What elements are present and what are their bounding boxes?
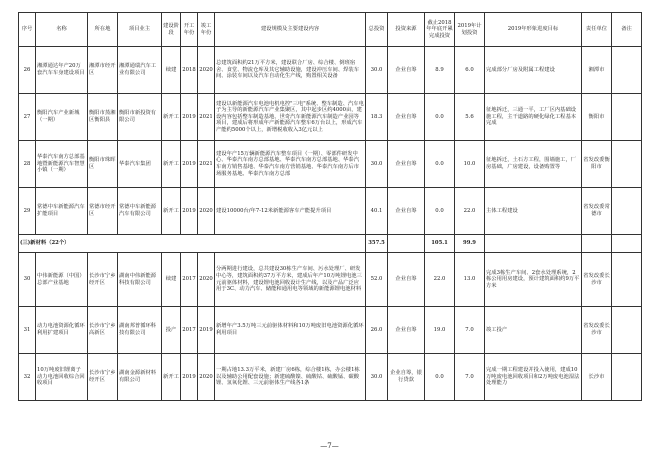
table-row [19,94,642,141]
cell-end: 2020 [198,253,215,307]
cell-start: 2018 [181,47,198,94]
cell-plan2019: 13.0 [455,253,485,307]
cell-total: 18.3 [366,94,388,141]
cell-unit: 省发改委常德市 [582,188,612,235]
cell-start: 2019 [181,354,198,401]
cell-name: 常德中车新能源汽车扩能项目 [36,188,88,235]
header-scope: 建设规模及主要建设内容 [215,13,366,47]
header-end: 竣工年份 [198,13,215,47]
cell-stage: 新开工 [162,141,181,188]
section-source-empty [388,235,425,253]
cell-owner: 常德中车新能源汽车有限公司 [118,188,162,235]
header-start: 开工年份 [181,13,198,47]
cell-name: 湘潭通达年产20万套汽车车身建设项目 [36,47,88,94]
header-total: 总投资 [366,13,388,47]
cell-unit: 湘潭市 [582,47,612,94]
cell-source: 企业自筹 [388,307,425,354]
cell-end: 2019 [198,307,215,354]
section-empty-note [612,235,642,253]
cell-total: 30.0 [366,141,388,188]
cell-no: 28 [19,141,36,188]
cell-name: 衡阳汽车产业新城（一期） [36,94,88,141]
cell-end: 2020 [198,188,215,235]
cell-cum2018: 8.9 [425,47,455,94]
header-note: 备注 [612,13,642,47]
cell-location: 长沙市宁乡经开区 [88,354,118,401]
cell-target2019: 竣工投产 [485,307,582,354]
cell-start: 2017 [181,307,198,354]
cell-target2019: 完成部分厂房及附属工程建设 [485,47,582,94]
header-target2019: 2019年形象进度目标 [485,13,582,47]
cell-cum2018: 22.0 [425,253,455,307]
cell-end: 2020 [198,354,215,401]
section-label: (三)新材料（22个） [19,235,366,253]
header-stage: 建设阶段 [162,13,181,47]
cell-stage: 新开工 [162,354,181,401]
cell-target2019: 完成一期工程建设并投入使用，建成10万吨废电池回收项目和2万吨废电池湿法处理能力 [485,354,582,401]
section-cum2018: 105.1 [425,235,455,253]
cell-plan2019: 7.0 [455,307,485,354]
cell-source: 企业自筹 [388,141,425,188]
cell-scope: 总建筑面积约21万平方米，建设联合厂房、综合楼、倒班宿舍、食堂、物流仓库及其它辅助设施，建设冲压车间、焊装车间、涂装车间以及汽车自动化生产线，购置相关设备 [215,47,366,94]
table-row [19,307,642,354]
header-location: 所在地 [88,13,118,47]
cell-end: 2021 [198,94,215,141]
cell-owner: 湘潭通瑞汽车工业有限公司 [118,47,162,94]
cell-stage: 新开工 [162,188,181,235]
cell-target2019: 征地拆迁，三通一平，工厂区内基础设施工程，主干道路的硬化绿化工程基本完成 [485,94,582,141]
cell-end: 2020 [198,47,215,94]
header-plan2019: 2019年计划投资 [455,13,485,47]
cell-unit: 省发改委长沙市 [582,307,612,354]
cell-plan2019: 5.6 [455,94,485,141]
cell-owner: 湖南金源新材料有限公司 [118,354,162,401]
project-table-sheet [18,12,641,401]
cell-scope: 一期占地13.3万平米，新建厂房6栋，综合楼1栋，办公楼1栋以及辅助公用配套设施；新建硫酸镍、硫酸钴、硫酸锰、碳酸锂、氢氧化锂、三元前驱体生产线各1条 [215,354,366,401]
cell-source: 企业自筹 [388,47,425,94]
cell-location: 衡阳市蒸湘区衡阳县 [88,94,118,141]
cell-scope: 新增年产3.5万吨三元前驱体材料和10万吨废旧电池资源化循环利用项目 [215,307,366,354]
header-name: 名称 [36,13,88,47]
cell-target2019: 征地拆迁，土石方工程，围墙施工，厂房基础，广房建设，设备购置等 [485,141,582,188]
cell-start: 2019 [181,188,198,235]
header-source: 投资来源 [388,13,425,47]
section-empty-target [485,235,582,253]
cell-note [612,141,642,188]
cell-target2019: 主体工程建设 [485,188,582,235]
table-row [19,188,642,235]
cell-note [612,354,642,401]
cell-note [612,94,642,141]
cell-scope: 建设以新能源汽车电池电机电控"三电"系统、整车制造、汽车电子为主导的新能源汽车产业集聚区，其中起步区约4000亩，建设内容包括整车制造基地、世奇汽车新能源汽车制造产业园等项目，建成后将形成年产新能源汽车整车6万台以上，形成汽车产能约5000个以上，新增税收收入3亿元以上 [215,94,366,141]
cell-scope: 建设10000台/年7-12米新能源客车产能提升项目 [215,188,366,235]
header-no: 序号 [19,13,36,47]
cell-location: 常德市经开区 [88,188,118,235]
page-number: —7— [320,442,339,450]
cell-cum2018: 0.0 [425,188,455,235]
cell-note [612,307,642,354]
cell-total: 30.0 [366,354,388,401]
cell-start: 2019 [181,94,198,141]
cell-end: 2021 [198,141,215,188]
cell-plan2019: 7.0 [455,354,485,401]
table-header-row [19,13,642,47]
cell-plan2019: 22.0 [455,188,485,235]
cell-unit: 省发改委衡阳市 [582,141,612,188]
section-total: 357.5 [366,235,388,253]
section-empty-unit [582,235,612,253]
table-row [19,141,642,188]
cell-note [612,47,642,94]
project-table [18,12,642,401]
cell-location: 湘潭市经开区 [88,47,118,94]
cell-cum2018: 0.0 [425,94,455,141]
cell-source: 企业自筹 [388,253,425,307]
cell-owner: 湖南邦普循环科技有限公司 [118,307,162,354]
cell-plan2019: 10.0 [455,141,485,188]
cell-no: 27 [19,94,36,141]
table-row [19,354,642,401]
cell-location: 长沙市宁乡高新区 [88,307,118,354]
cell-no: 31 [19,307,36,354]
cell-source: 企业自筹 [388,94,425,141]
cell-unit: 衡阳市 [582,94,612,141]
cell-plan2019: 6.0 [455,47,485,94]
cell-total: 30.0 [366,47,388,94]
cell-total: 26.0 [366,307,388,354]
cell-target2019: 完成3栋生产车间、2套水处理系统，2栋公用用房建设，预计建筑面积约9万平方米 [485,253,582,307]
header-unit: 责任单位 [582,13,612,47]
cell-unit: 长沙市 [582,354,612,401]
cell-name: 10万吨废旧锂离子动力电池回收综合回收项目 [36,354,88,401]
cell-no: 26 [19,47,36,94]
header-owner: 项目业主 [118,13,162,47]
cell-no: 29 [19,188,36,235]
cell-name: 华泰汽车南方总部基地暨新能源汽车智慧小镇（一期） [36,141,88,188]
cell-stage: 新开工 [162,94,181,141]
cell-note [612,188,642,235]
cell-no: 30 [19,253,36,307]
cell-stage: 投产 [162,307,181,354]
cell-stage: 续建 [162,253,181,307]
cell-total: 52.0 [366,253,388,307]
cell-name: 动力电池资源化循环利用扩建项目 [36,307,88,354]
cell-no: 32 [19,354,36,401]
cell-location: 长沙市宁乡经开区 [88,253,118,307]
cell-cum2018: 0.0 [425,354,455,401]
header-cum2018: 截止2018年年底开累完成投资 [425,13,455,47]
cell-total: 40.1 [366,188,388,235]
cell-cum2018: 19.0 [425,307,455,354]
cell-name: 中伟新能源（中国）总部产业基地 [36,253,88,307]
cell-location: 衡阳市珠晖区 [88,141,118,188]
cell-start: 2017 [181,253,198,307]
cell-owner: 华泰汽车集团 [118,141,162,188]
cell-owner: 湖南中伟新能源科技有限公司 [118,253,162,307]
cell-source: 企业自筹，银行贷款 [388,354,425,401]
cell-stage: 续建 [162,47,181,94]
cell-source: 企业自筹 [388,188,425,235]
cell-scope: 建设年产15万辆新能源汽车整车项目（一期）、零部件研发中心、华泰汽车南方总部基地、华泰汽车南方总部基地、华泰汽车南方销售基地、华泰汽车南方营销基地、华泰汽车南方后市场服务基地、华泰汽车南方总部 [215,141,366,188]
table-row [19,253,642,307]
section-subtotal-row [19,235,642,253]
section-plan2019: 99.9 [455,235,485,253]
cell-scope: 分两期进行建设，总共建设30栋生产车间、污水处理厂、研发中心等，建筑面积约37万平方米，建成后年产10万吨锂电池三元前驱体材料，建设锂电池回收设计生产线，以及产品广泛应用于3C、动力汽车、储能和通用电等领域的新能源锂电池材料 [215,253,366,307]
cell-owner: 衡阳市新投资有限公司 [118,94,162,141]
table-row [19,47,642,94]
cell-note [612,253,642,307]
cell-cum2018: 0.0 [425,141,455,188]
cell-start: 2019 [181,141,198,188]
cell-unit: 省发改委长沙市 [582,253,612,307]
